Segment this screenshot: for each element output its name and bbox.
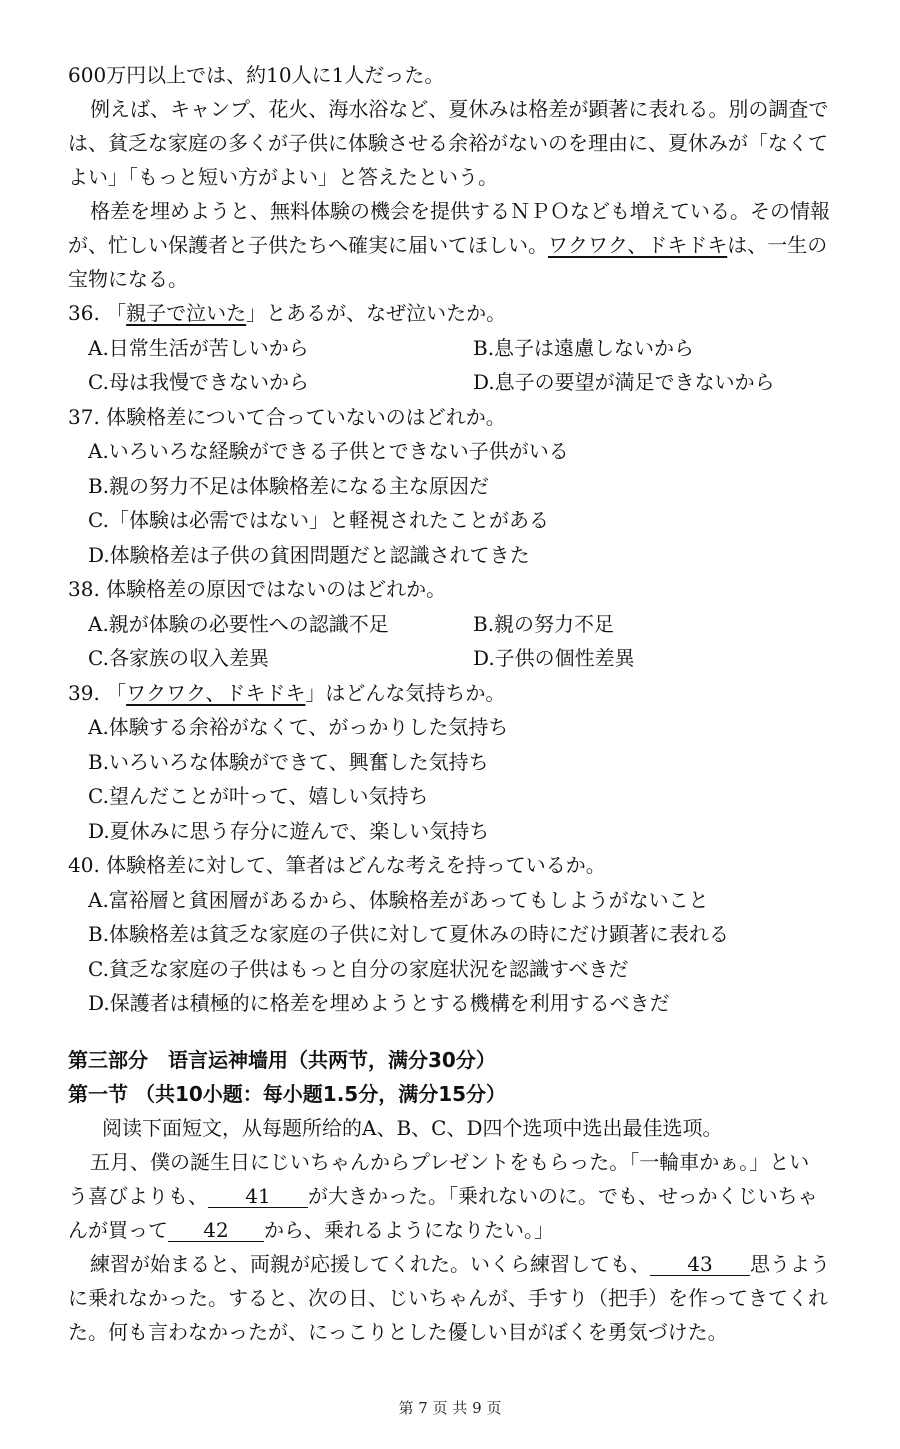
blank-41: 41 [208, 1185, 308, 1208]
cloze-line [68, 1179, 858, 1213]
option-c: C.「体験は必需ではない」と軽視されたことがある [88, 508, 549, 532]
question-38 [68, 572, 858, 607]
question-number: 37. [68, 404, 100, 429]
question-stem: 体験格差に対して、筆者はどんな考えを持っているか。 [106, 853, 606, 877]
cloze-line [68, 1213, 858, 1247]
cloze-text: 練習が始まると、両親が応援してくれた。いくら練習しても、 [90, 1251, 650, 1276]
option-a: A.親が体験の必要性への認識不足 [88, 611, 389, 636]
option-b: B.親の努力不足 [473, 611, 615, 636]
passage-line: よい」「もっと短い方がよい」と答えたという。 [68, 165, 498, 189]
cloze-text: う喜びよりも、 [68, 1183, 208, 1208]
question-stem-underlined: 親子で泣いた [126, 301, 247, 325]
passage-line: 600万円以上では、約10人に1人だった。 [68, 63, 445, 87]
passage-line: 格差を埋めようと、無料体験の機会を提供するＮＰＯなども増えている。その情報 [90, 199, 830, 223]
question-stem-pre: 「 [106, 301, 127, 325]
exam-page [68, 58, 858, 1349]
option-a: A.日常生活が苦しいから [88, 335, 309, 360]
passage-line [68, 228, 858, 262]
blank-42: 42 [168, 1219, 264, 1242]
option-b: B.体験格差は貧乏な家庭の子供に対して夏休みの時にだけ顕著に表れる [88, 922, 730, 946]
option-a: A.富裕層と貧困層があるから、体験格差があってもしようがないこと [88, 887, 709, 912]
question-stem-post: 」はどんな気持ちか。 [305, 680, 506, 705]
option-c: C.望んだことが叶って、嬉しい気持ち [88, 784, 429, 808]
question-stem: 体験格差について合っていないのはどれか。 [106, 404, 506, 429]
question-number: 39. [68, 680, 100, 705]
option-d: D.息子の要望が満足できないから [473, 370, 775, 394]
option-row [68, 607, 858, 642]
question-number: 36. [68, 301, 100, 325]
passage-text: が、忙しい保護者と子供たちへ確実に届いてほしい。 [68, 233, 548, 257]
question-36 [68, 296, 858, 331]
option-a: A.体験する余裕がなくて、がっかりした気持ち [88, 715, 509, 739]
cloze-line: た。何も言わなかったが、にっこりとした優しい目がぼくを勇気づけた。 [68, 1319, 728, 1344]
cloze-line: 五月、僕の誕生日にじいちゃんからプレゼントをもらった。「一輪車かぁ。」とい [90, 1149, 810, 1174]
option-row [68, 641, 858, 676]
question-stem: 体験格差の原因ではないのはどれか。 [106, 577, 447, 601]
question-37 [68, 400, 858, 435]
passage-line: は、貧乏な家庭の多くが子供に体験させる余裕がないのを理由に、夏休みが「なくて [68, 131, 828, 155]
question-number: 40. [68, 853, 100, 877]
option-b: B.いろいろな体験ができて、興奮した気持ち [88, 749, 489, 774]
question-stem-pre: 「 [106, 680, 127, 705]
passage-text: は、一生の [727, 233, 828, 257]
option-c: C.母は我慢できないから [88, 370, 309, 394]
cloze-text: が大きかった。「乗れないのに。でも、せっかくじいちゃ [308, 1183, 818, 1208]
cloze-text: から、乗れるようになりたい。」 [264, 1217, 554, 1242]
cloze-line [68, 1247, 858, 1281]
blank-43: 43 [650, 1253, 750, 1276]
section-title: 第一节 （共10小题：每小题1.5分，满分15分） [68, 1081, 507, 1106]
option-row [68, 331, 858, 366]
part-title: 第三部分 语言运神墙用（共两节，满分30分） [68, 1047, 496, 1072]
underlined-phrase: ワクワク、ドキドキ [548, 233, 728, 257]
question-40 [68, 848, 858, 883]
question-39 [68, 676, 858, 711]
question-number: 38. [68, 577, 100, 601]
option-d: D.体験格差は子供の貧困問題だと認識されてきた [88, 542, 530, 567]
option-c: C.各家族の収入差異 [88, 646, 269, 670]
cloze-line: に乗れなかった。すると、次の日、じいちゃんが、手すり（把手）を作ってきてくれ [68, 1285, 828, 1310]
question-stem-post: 」とあるが、なぜ泣いたか。 [246, 301, 507, 325]
passage-line: 宝物になる。 [68, 267, 188, 291]
option-d: D.保護者は積極的に格差を埋めようとする機構を利用するべきだ [88, 991, 670, 1015]
option-d: D.子供の個性差異 [473, 646, 635, 670]
page-number: 第 7 页 共 9 页 [398, 1399, 502, 1417]
option-row [68, 365, 858, 400]
instruction: 阅读下面短文，从每题所给的A、B、C、D四个选项中选出最佳选项。 [102, 1115, 723, 1140]
option-b: B.親の努力不足は体験格差になる主な原因だ [88, 473, 490, 498]
option-d: D.夏休みに思う存分に遊んで、楽しい気持ち [88, 818, 490, 843]
option-a: A.いろいろな経験ができる子供とできない子供がいる [88, 439, 569, 463]
option-c: C.貧乏な家庭の子供はもっと自分の家庭状況を認識すべきだ [88, 956, 629, 981]
passage-line: 例えば、キャンプ、花火、海水浴など、夏休みは格差が顕著に表れる。別の調査で [90, 97, 829, 121]
option-b: B.息子は遠慮しないから [473, 335, 695, 360]
cloze-text: んが買って [68, 1217, 168, 1242]
question-stem-underlined: ワクワク、ドキドキ [126, 680, 306, 705]
cloze-text: 思うよう [750, 1251, 830, 1276]
